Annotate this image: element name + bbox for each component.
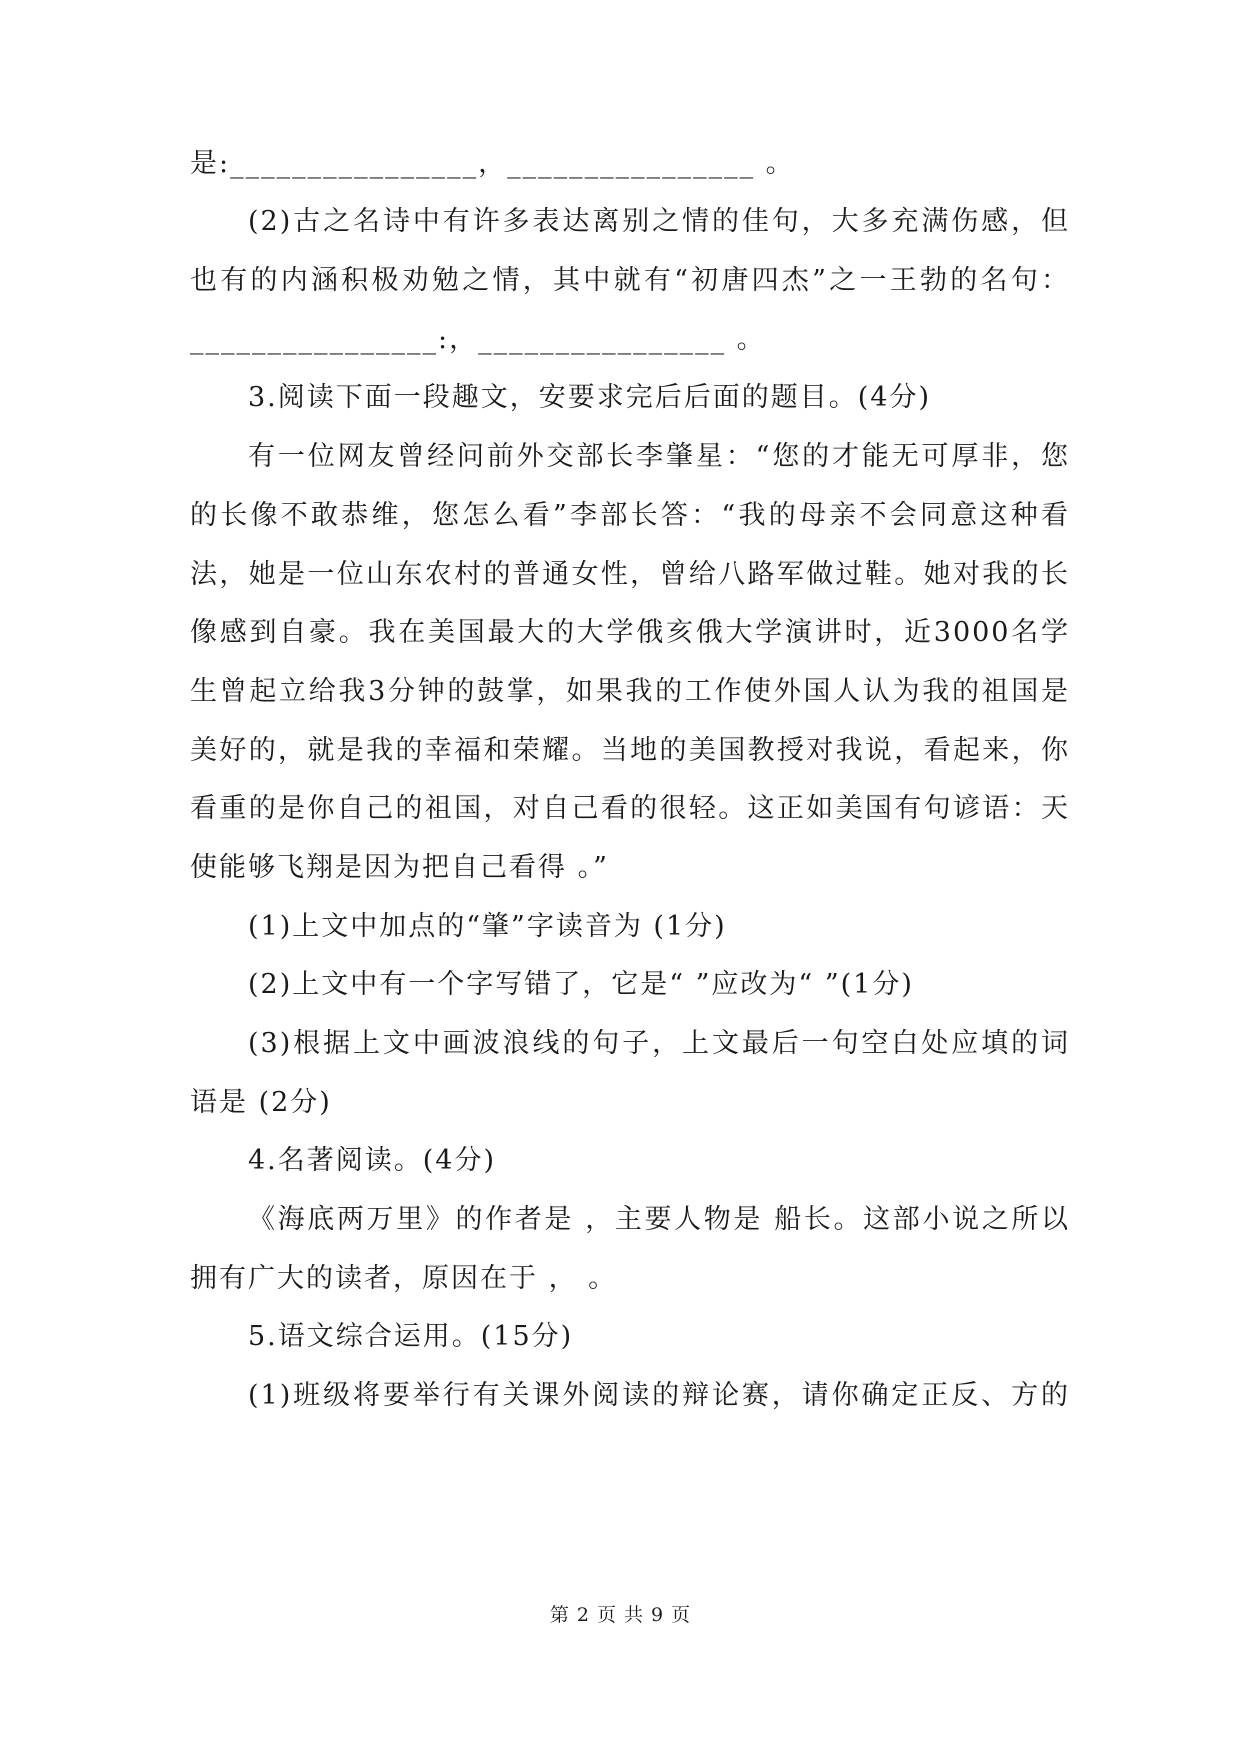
text-line: 像感到自豪。我在美国最大的大学俄亥俄大学演讲时，近3000名学 — [190, 617, 1070, 648]
text-line: 法，她是一位山东农村的普通女性，曾给八路军做过鞋。她对我的长 — [190, 559, 1070, 590]
text-line: (3)根据上文中画波浪线的句子，上文最后一句空白处应填的词 — [248, 1028, 1070, 1059]
text-line: (2)古之名诗中有许多表达离别之情的佳句，大多充满伤感，但 — [248, 206, 1070, 237]
text-line: 有一位网友曾经问前外交部长李肇星：“您的才能无可厚非，您 — [248, 441, 1070, 472]
text-line: 《海底两万里》的作者是 ，主要人物是 船长。这部小说之所以 — [248, 1204, 1070, 1235]
text-line: 看重的是你自己的祖国，对自己看的很轻。这正如美国有句谚语：天 — [190, 793, 1070, 824]
text-line: (1)上文中加点的“肇”字读音为 (1分) — [248, 911, 727, 942]
text-line: (1)班级将要举行有关课外阅读的辩论赛，请你确定正反、方的 — [248, 1380, 1070, 1411]
question-heading: 4.名著阅读。(4分) — [248, 1145, 497, 1176]
question-heading: 5.语文综合运用。(15分) — [248, 1321, 574, 1352]
text-line: 拥有广大的读者，原因在于 ， 。 — [190, 1263, 618, 1294]
text-line: (2)上文中有一个字写错了，它是“ ”应改为“ ”(1分) — [248, 969, 914, 1000]
text-line: 也有的内涵积极劝勉之情，其中就有“初唐四杰”之一王勃的名句： — [190, 265, 1070, 296]
page-footer: 第 2 页 共 9 页 — [549, 1604, 692, 1626]
text-line: 美好的，就是我的幸福和荣耀。当地的美国教授对我说，看起来，你 — [190, 735, 1070, 766]
text-line: 生曾起立给我3分钟的鼓掌，如果我的工作使外国人认为我的祖国是 — [190, 676, 1070, 707]
text-line: 的长像不敢恭维，您怎么看”李部长答：“我的母亲不会同意这种看 — [190, 500, 1070, 531]
text-line: ________________:，________________ 。 — [190, 324, 766, 355]
question-heading: 3.阅读下面一段趣文，安要求完后后面的题目。(4分) — [248, 382, 932, 413]
text-line: 是:________________，________________ 。 — [190, 148, 795, 179]
text-line: 语是 (2分) — [190, 1087, 332, 1118]
text-line: 使能够飞翔是因为把自己看得 。” — [190, 852, 609, 883]
